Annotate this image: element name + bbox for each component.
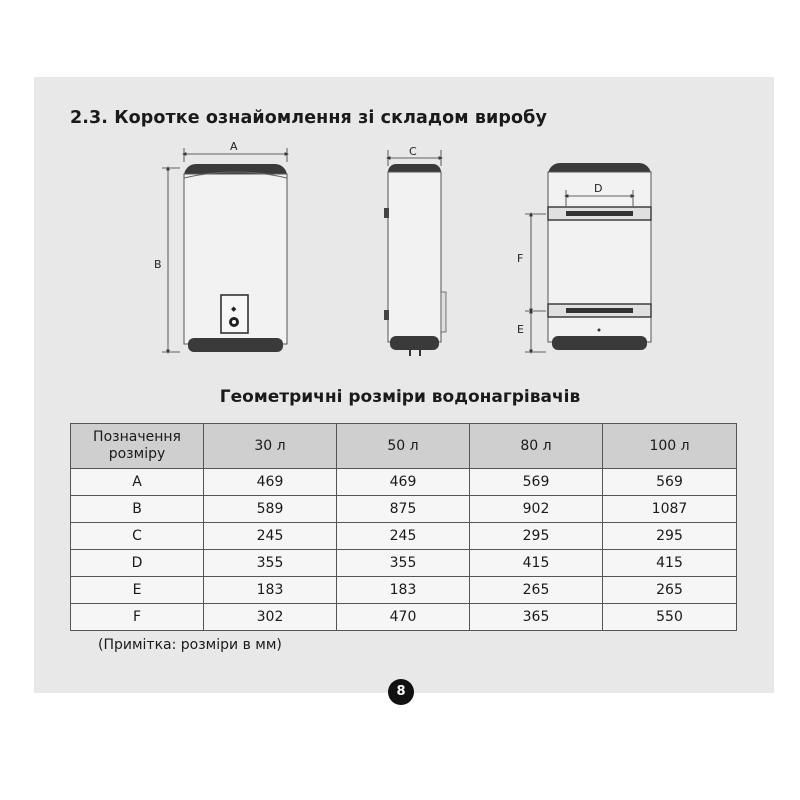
- table-cell: 355: [337, 550, 470, 577]
- table-cell: 245: [337, 523, 470, 550]
- row-label: B: [71, 496, 204, 523]
- dimensions-note: (Примітка: розміри в мм): [98, 637, 282, 653]
- svg-text:◆: ◆: [231, 305, 237, 313]
- table-cell: 295: [603, 523, 737, 550]
- table-cell: 1087: [603, 496, 737, 523]
- header-col-50: 50 л: [337, 424, 470, 469]
- table-row: [71, 550, 737, 577]
- table-cell: 295: [470, 523, 603, 550]
- row-label: C: [71, 523, 204, 550]
- table-cell: 589: [204, 496, 337, 523]
- table-cell: 183: [337, 577, 470, 604]
- table-row: [71, 604, 737, 631]
- table-cell: 265: [470, 577, 603, 604]
- header-col-80: 80 л: [470, 424, 603, 469]
- table-cell: 875: [337, 496, 470, 523]
- table-cell: 470: [337, 604, 470, 631]
- row-label: A: [71, 469, 204, 496]
- table-cell: 902: [470, 496, 603, 523]
- row-label: F: [71, 604, 204, 631]
- row-label: E: [71, 577, 204, 604]
- table-cell: 569: [470, 469, 603, 496]
- header-designation: Позначення розміру: [71, 424, 204, 469]
- dim-label-f: F: [517, 252, 524, 265]
- dim-label-b: B: [154, 258, 162, 271]
- table-row: [71, 577, 737, 604]
- table-header-row: [71, 424, 737, 469]
- dim-label-e: E: [517, 323, 524, 336]
- table-cell: 415: [470, 550, 603, 577]
- table-cell: 469: [204, 469, 337, 496]
- table-cell: 569: [603, 469, 737, 496]
- dim-label-d: D: [594, 182, 603, 195]
- dimensions-table: [70, 423, 737, 631]
- table-title: Геометричні розміри водонагрівачів: [219, 387, 581, 407]
- table-row: [71, 523, 737, 550]
- table-cell: 550: [603, 604, 737, 631]
- table-cell: 265: [603, 577, 737, 604]
- table-cell: 365: [470, 604, 603, 631]
- table-row: [71, 496, 737, 523]
- section-title: 2.3. Коротке ознайомлення зі складом виробу: [70, 108, 547, 128]
- dim-label-a: A: [230, 140, 238, 153]
- water-heater-diagram: [0, 0, 800, 380]
- table-cell: 302: [204, 604, 337, 631]
- row-label: D: [71, 550, 204, 577]
- side-view: [384, 145, 446, 356]
- page-number: 8: [388, 679, 414, 705]
- table-cell: 183: [204, 577, 337, 604]
- table-cell: 245: [204, 523, 337, 550]
- table-cell: 415: [603, 550, 737, 577]
- front-view: [154, 140, 287, 352]
- table-row: [71, 469, 737, 496]
- table-cell: 355: [204, 550, 337, 577]
- header-col-30: 30 л: [204, 424, 337, 469]
- table-cell: 469: [337, 469, 470, 496]
- dim-label-c: C: [409, 145, 417, 158]
- back-view: [517, 163, 651, 352]
- header-col-100: 100 л: [603, 424, 737, 469]
